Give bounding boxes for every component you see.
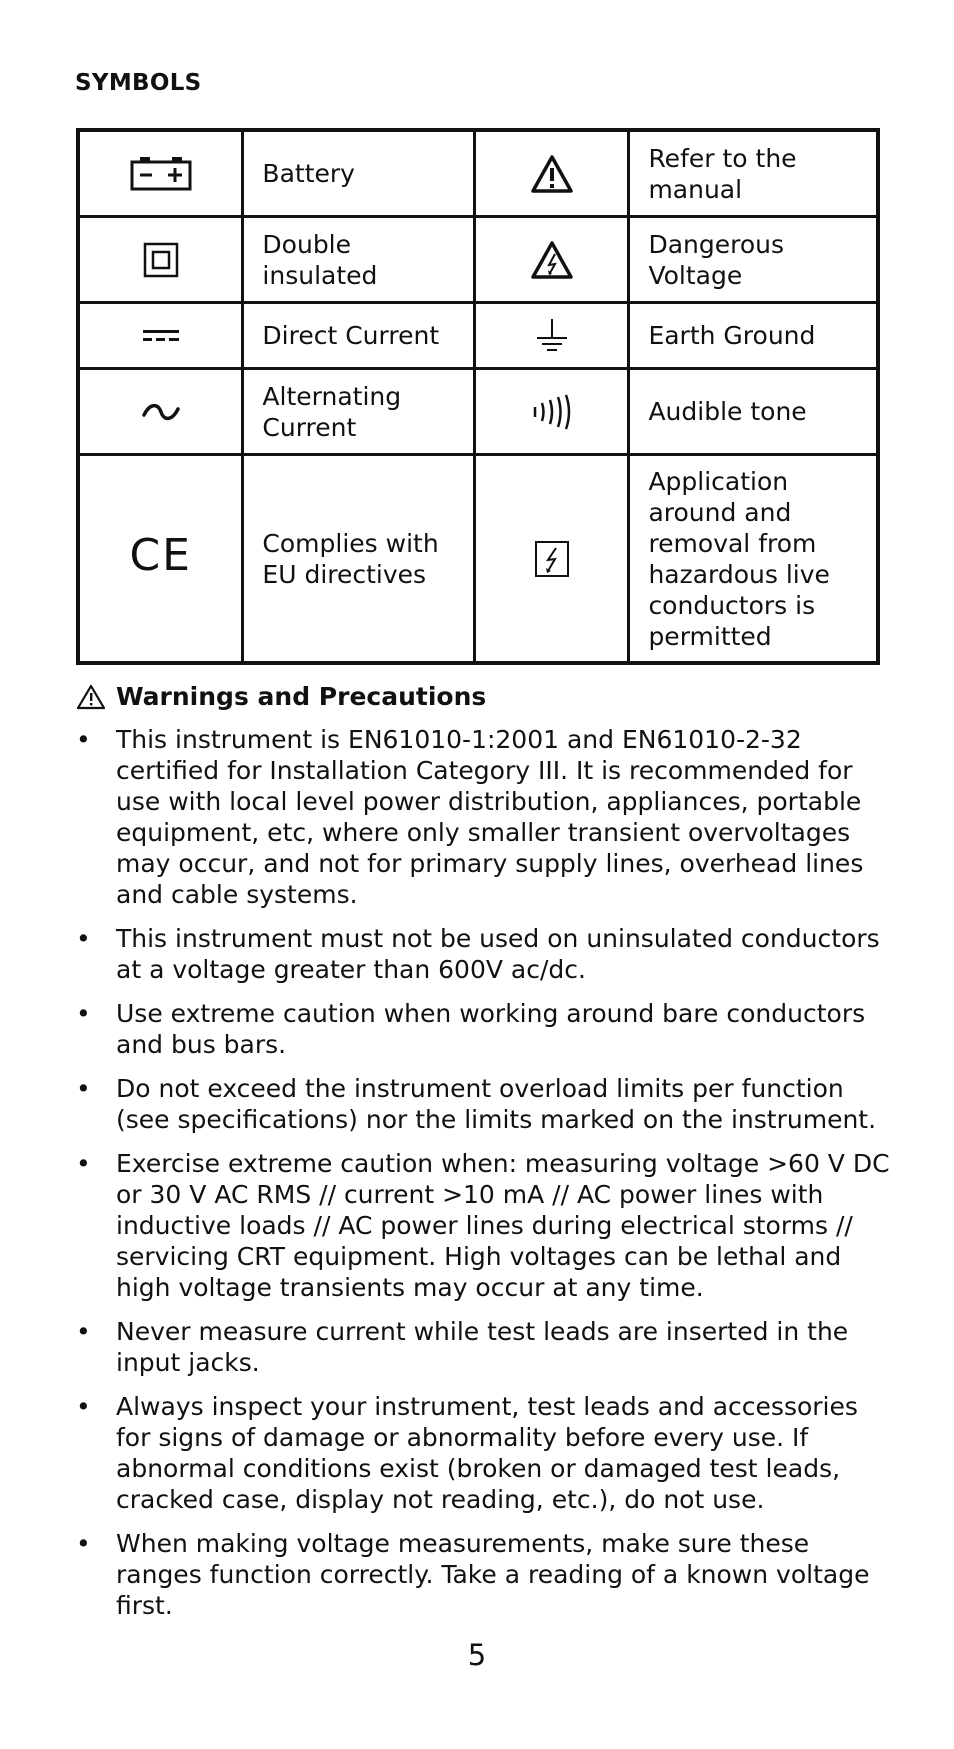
warnings-heading (76, 682, 486, 711)
list-item (76, 1391, 896, 1515)
symbol-label: Audible tone (629, 369, 878, 455)
bullet: • (76, 1392, 91, 1421)
symbol-label: Dangerous Voltage (629, 217, 878, 303)
list-item-text: This instrument must not be used on uninsulated conductors at a voltage greater than 600V ac/dc. (116, 924, 880, 984)
symbol-label: Alternating Current (243, 369, 474, 455)
warnings-list (76, 724, 896, 1634)
symbol-label: Battery (243, 130, 474, 217)
direct-current-icon (142, 328, 180, 344)
list-item-text: Never measure current while test leads are inserted in the input jacks. (116, 1317, 849, 1377)
symbol-label: Earth Ground (629, 303, 878, 369)
page-number: 5 (467, 1638, 487, 1672)
symbol-label: Complies with EU directives (243, 455, 474, 664)
ce-mark-icon: CE (129, 530, 192, 581)
list-item-text: When making voltage measurements, make sure these ranges function correctly. Take a reading of a known voltage first. (116, 1529, 870, 1620)
bullet: • (76, 999, 91, 1028)
list-item-text: Use extreme caution when working around bare conductors and bus bars. (116, 999, 866, 1059)
table-row (78, 369, 878, 455)
warning-triangle-icon (530, 154, 574, 194)
list-item-text: Do not exceed the instrument overload limits per function (see specifications) nor the limits marked on the instrument. (116, 1074, 877, 1134)
audible-tone-icon (531, 394, 573, 430)
symbol-cell (78, 303, 243, 369)
warning-triangle-icon (76, 684, 106, 710)
list-item (76, 1148, 896, 1303)
bullet: • (76, 1074, 91, 1103)
list-item (76, 1528, 896, 1621)
symbol-cell (78, 130, 243, 217)
symbol-cell (474, 130, 629, 217)
symbol-label: Application around and removal from hazardous live conductors is permitted (629, 455, 878, 664)
double-insulated-icon (143, 242, 179, 278)
symbol-cell (474, 369, 629, 455)
list-item (76, 998, 896, 1060)
list-item-text: This instrument is EN61010-1:2001 and EN61010-2-32 certified for Installation Category III. It is recommended for use with local level power distribution, appliances, portable equipment, etc, where only smaller transient overvoltages may occur, and not for primary supply lines, overhead lines and cable systems. (116, 725, 864, 909)
bullet: • (76, 725, 91, 754)
earth-ground-icon (536, 318, 568, 354)
table-row (78, 130, 878, 217)
symbol-label: Double insulated (243, 217, 474, 303)
symbol-cell (474, 303, 629, 369)
table-row (78, 455, 878, 664)
bullet: • (76, 1317, 91, 1346)
list-item (76, 1073, 896, 1135)
hazardous-live-conductor-icon (534, 540, 570, 578)
alternating-current-icon (142, 403, 180, 421)
dangerous-voltage-icon (530, 240, 574, 280)
table-row (78, 217, 878, 303)
section-heading: SYMBOLS (75, 70, 202, 96)
symbol-cell (78, 369, 243, 455)
symbol-cell (78, 217, 243, 303)
symbol-cell (474, 217, 629, 303)
list-item (76, 1316, 896, 1378)
table-row (78, 303, 878, 369)
bullet: • (76, 924, 91, 953)
symbol-cell (474, 455, 629, 664)
symbols-table (76, 128, 880, 665)
battery-icon (130, 157, 192, 191)
symbol-label: Direct Current (243, 303, 474, 369)
list-item-text: Exercise extreme caution when: measuring voltage >60 V DC or 30 V AC RMS // current >10 mA // AC power lines with inductive loads // AC power lines during electrical storms // servicing CRT equipment. High voltages can be lethal and high voltage transients may occur at any time. (116, 1149, 890, 1302)
list-item (76, 724, 896, 910)
list-item (76, 923, 896, 985)
symbol-cell (78, 455, 243, 664)
symbol-label: Refer to the manual (629, 130, 878, 217)
warnings-title: Warnings and Precautions (116, 682, 487, 711)
list-item-text: Always inspect your instrument, test leads and accessories for signs of damage or abnormality before every use. If abnormal conditions exist (broken or damaged test leads, cracked case, display not reading, etc.), do not use. (116, 1392, 858, 1514)
bullet: • (76, 1529, 91, 1558)
bullet: • (76, 1149, 91, 1178)
